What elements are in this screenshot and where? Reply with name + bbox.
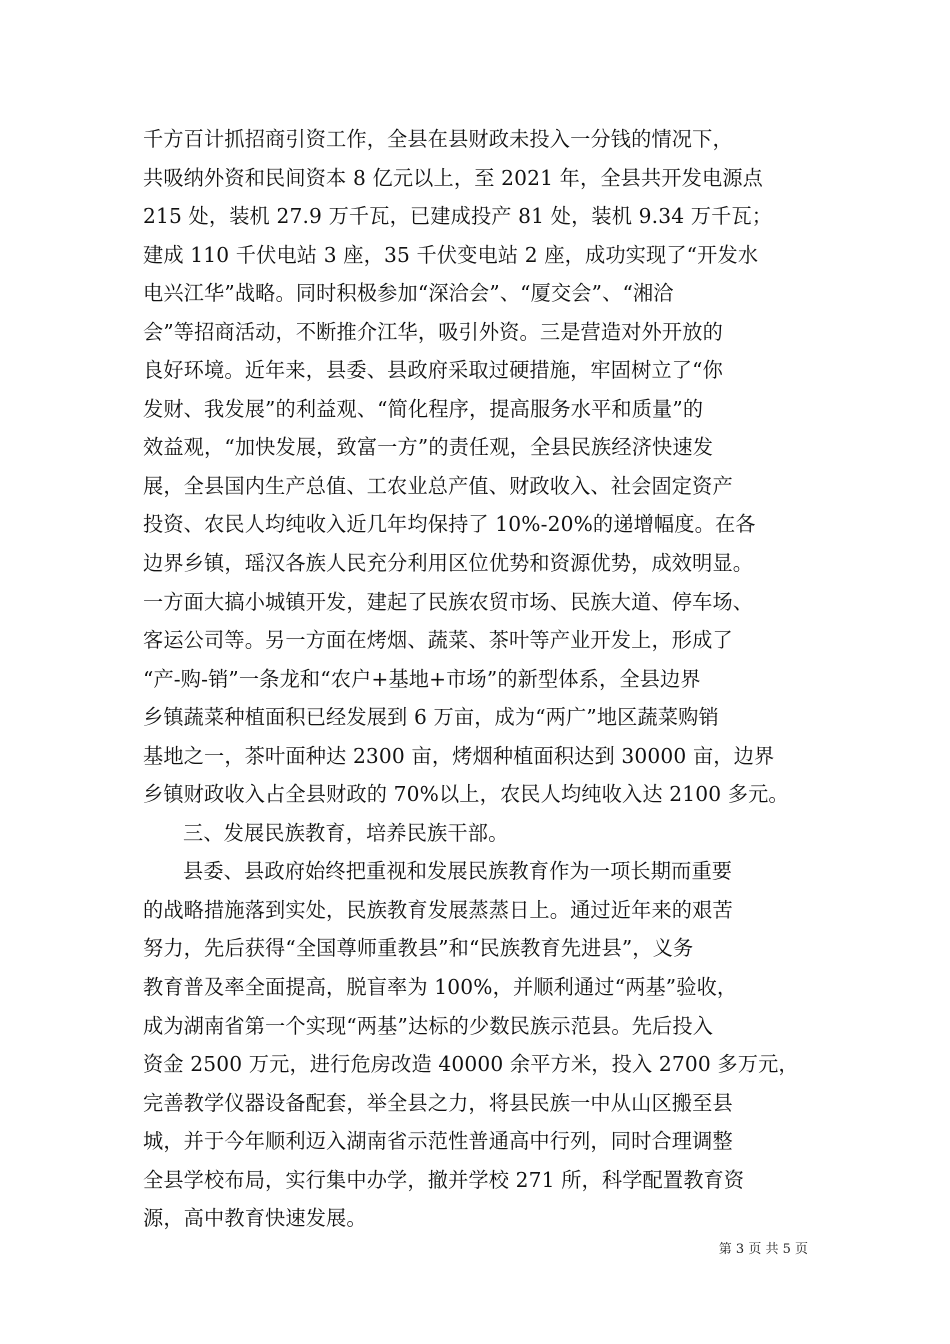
text-line: 城，并于今年顺利迈入湖南省示范性普通高中行列，同时合理调整 xyxy=(143,1129,733,1154)
text-line: 成为湖南省第一个实现“两基”达标的少数民族示范县。先后投入 xyxy=(143,1013,714,1038)
text-line: 展，全县国内生产总值、工农业总产值、财政收入、社会固定资产 xyxy=(143,473,733,498)
section-heading: 三、发展民族教育，培养民族干部。 xyxy=(183,820,509,845)
text-line: 乡镇蔬菜种植面积已经发展到 6 万亩，成为“两广”地区蔬菜购销 xyxy=(143,705,719,730)
text-line: 完善教学仪器设备配套，举全县之力，将县民族一中从山区搬至县 xyxy=(143,1090,733,1115)
text-line: 电兴江华”战略。同时积极参加“深洽会”、“厦交会”、“湘洽 xyxy=(143,281,674,306)
text-line: 良好环境。近年来，县委、县政府采取过硬措施，牢固树立了“你 xyxy=(143,358,723,383)
text-line: 客运公司等。另一方面在烤烟、蔬菜、茶叶等产业开发上，形成了 xyxy=(143,628,733,653)
text-line: 基地之一，茶叶面种达 2300 亩，烤烟种植面积达到 30000 亩，边界 xyxy=(143,743,775,768)
text-line: 教育普及率全面提高，脱盲率为 100%，并顺利通过“两基”验收， xyxy=(143,975,738,1000)
text-line: 源，高中教育快速发展。 xyxy=(143,1206,367,1231)
text-line: 边界乡镇，瑶汉各族人民充分利用区位优势和资源优势，成效明显。 xyxy=(143,551,754,576)
text-line: 215 处，装机 27.9 万千瓦，已建成投产 81 处，装机 9.34 万千瓦； xyxy=(143,204,773,229)
text-line: 投资、农民人均纯收入近几年均保持了 10%-20%的递增幅度。在各 xyxy=(143,512,756,537)
text-line: 千方百计抓招商引资工作，全县在县财政未投入一分钱的情况下， xyxy=(143,127,733,151)
text-line: 发财、我发展”的利益观、“简化程序，提高服务水平和质量”的 xyxy=(143,396,704,421)
text-line: 努力，先后获得“全国尊师重教县”和“民族教育先进县”，义务 xyxy=(143,936,694,961)
text-line: 共吸纳外资和民间资本 8 亿元以上，至 2021 年，全县共开发电源点 xyxy=(143,165,764,190)
text-line: 效益观，“加快发展，致富一方”的责任观，全县民族经济快速发 xyxy=(143,435,714,460)
text-line: 一方面大搞小城镇开发，建起了民族农贸市场、民族大道、停车场、 xyxy=(143,589,754,614)
document-body xyxy=(143,120,823,1238)
text-line: 会”等招商活动，不断推介江华，吸引外资。三是营造对外开放的 xyxy=(143,319,723,344)
text-line: 的战略措施落到实处，民族教育发展蒸蒸日上。通过近年来的艰苦 xyxy=(143,897,733,922)
text-line: “产-购-销”一条龙和“农户+基地+市场”的新型体系，全县边界 xyxy=(143,666,701,691)
page-number-footer: 第 3 页 共 5 页 xyxy=(718,1242,808,1257)
paragraph-first-line: 县委、县政府始终把重视和发展民族教育作为一项长期而重要 xyxy=(183,859,733,884)
text-line: 乡镇财政收入占全县财政的 70%以上，农民人均纯收入达 2100 多元。 xyxy=(143,782,789,807)
text-line: 资金 2500 万元，进行危房改造 40000 余平方米，投入 2700 多万元， xyxy=(143,1052,799,1077)
text-line: 全县学校布局，实行集中办学，撤并学校 271 所，科学配置教育资 xyxy=(143,1167,745,1192)
text-line: 建成 110 千伏电站 3 座，35 千伏变电站 2 座，成功实现了“开发水 xyxy=(143,242,759,267)
